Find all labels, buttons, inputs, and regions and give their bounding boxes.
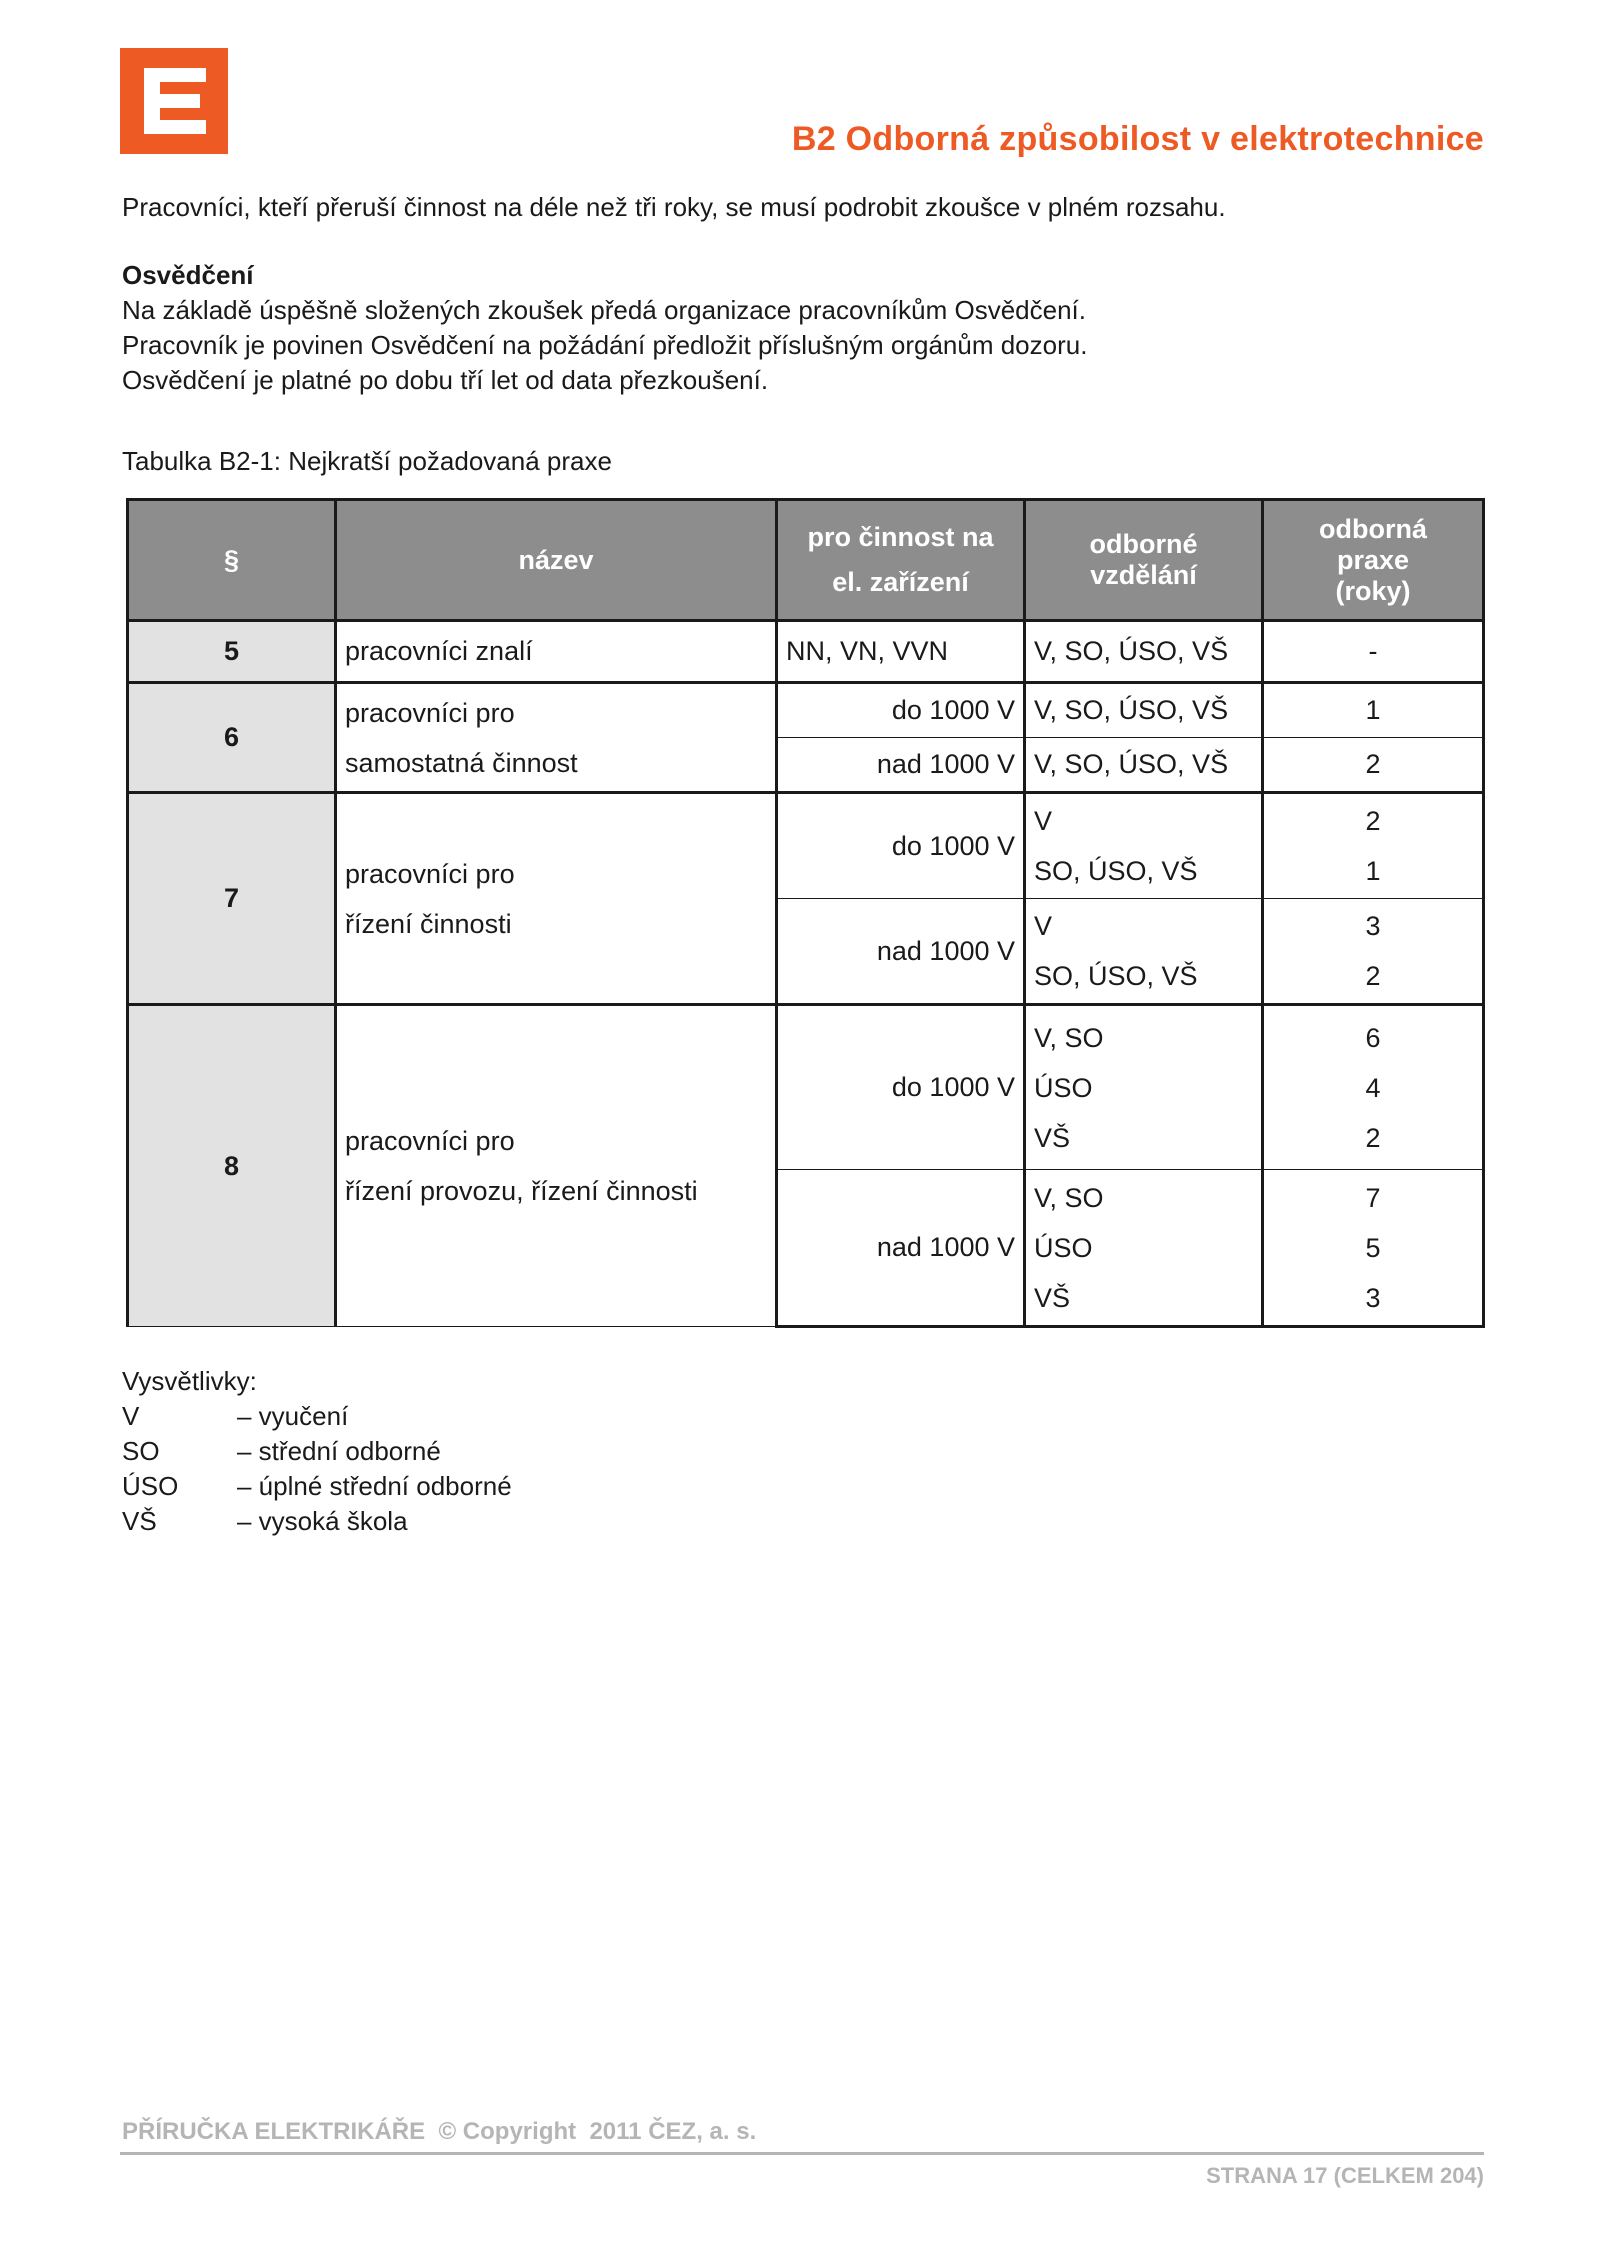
row-education-line: SO, ÚSO, VŠ [1034, 856, 1198, 886]
row-years-line: 4 [1365, 1072, 1381, 1103]
legend-item [122, 1504, 512, 1539]
row-years-line: 1 [1365, 856, 1381, 886]
row-years-line: 6 [1365, 1022, 1381, 1053]
table-header-row [128, 500, 1484, 621]
certificate-line-2: Pracovník je povinen Osvědčení na požádání předložit příslušným orgánům dozoru. [122, 330, 1088, 360]
row-name [336, 793, 777, 1005]
row-section: 7 [128, 793, 336, 1005]
table-caption: Tabulka B2-1: Nejkratší požadovaná praxe [122, 446, 612, 476]
practice-table [126, 498, 1485, 1328]
row-education-line: ÚSO [1034, 1232, 1093, 1263]
row-activity: do 1000 V [777, 793, 1025, 899]
row-section: 8 [128, 1005, 336, 1327]
row-years-line: 3 [1365, 911, 1381, 941]
certificate-heading: Osvědčení [122, 260, 254, 290]
row-name: pracovníci znalí [336, 621, 777, 683]
header-activity-line-1: pro činnost na [807, 522, 994, 552]
row-education [1025, 1005, 1263, 1170]
row-years [1263, 1170, 1484, 1327]
certificate-line-1: Na základě úspěšně složených zkoušek předá organizace pracovníkům Osvědčení. [122, 295, 1086, 325]
row-years-line: 2 [1365, 1122, 1381, 1153]
legend-item [122, 1399, 512, 1434]
legend-desc: – střední odborné [237, 1436, 441, 1466]
row-name [336, 683, 777, 793]
row-years [1263, 899, 1484, 1005]
legend-desc: – vyučení [237, 1401, 349, 1431]
row-activity: nad 1000 V [777, 1170, 1025, 1327]
row-years-line: 2 [1365, 806, 1381, 836]
table-row [128, 621, 1484, 683]
section-title: B2 Odborná způsobilost v elektrotechnice [791, 120, 1484, 158]
legend-abbr: VŠ [122, 1506, 157, 1536]
header-education-line-2: vzdělání [1090, 560, 1197, 590]
row-name-line-2: řízení činnosti [345, 908, 512, 939]
row-name-line-1: pracovníci pro [345, 697, 515, 728]
row-years: 2 [1263, 738, 1484, 793]
header-practice-line-2: praxe [1336, 544, 1410, 575]
header-name: název [336, 500, 777, 621]
row-years-line: 5 [1365, 1232, 1381, 1263]
legend-desc: – úplné střední odborné [237, 1471, 512, 1501]
row-education-line: V [1034, 806, 1053, 836]
intro-paragraph: Pracovníci, kteří přeruší činnost na déle než tři roky, se musí podrobit zkoušce v plném rozsahu. [122, 192, 1226, 222]
legend-title: Vysvětlivky: [122, 1366, 257, 1396]
row-activity: do 1000 V [777, 1005, 1025, 1170]
row-activity: do 1000 V [777, 683, 1025, 738]
header-practice [1263, 500, 1484, 621]
certificate-line-3: Osvědčení je platné po dobu tří let od data přezkoušení. [122, 365, 769, 395]
row-years: 1 [1263, 683, 1484, 738]
row-years [1263, 793, 1484, 899]
row-activity: nad 1000 V [777, 899, 1025, 1005]
row-education-line: V, SO [1034, 1022, 1104, 1053]
legend-abbr: ÚSO [122, 1471, 179, 1501]
row-years-line: 2 [1365, 961, 1381, 991]
row-name-line-1: pracovníci pro [345, 858, 515, 889]
row-name-line-2: řízení provozu, řízení činnosti [345, 1176, 698, 1206]
cez-logo-icon [120, 48, 228, 154]
row-activity: NN, VN, VVN [777, 621, 1025, 683]
row-education-line: ÚSO [1034, 1072, 1093, 1103]
header-education-line-1: odborné [1089, 529, 1198, 559]
row-name-line-2: samostatná činnost [345, 747, 578, 778]
row-education [1025, 899, 1263, 1005]
row-years-line: 3 [1365, 1282, 1381, 1313]
table-row [128, 1005, 1484, 1170]
footer-divider [120, 2152, 1484, 2155]
row-activity: nad 1000 V [777, 738, 1025, 793]
footer-page-number: STRANA 17 (CELKEM 204) [1206, 2163, 1484, 2188]
row-education [1025, 1170, 1263, 1327]
footer-copyright: PŘÍRUČKA ELEKTRIKÁŘE © Copyright 2011 ČEZ, a. s. [122, 2118, 757, 2145]
header-activity-line-2: el. zařízení [832, 567, 969, 597]
header-education [1025, 500, 1263, 621]
header-practice-line-1: odborná [1319, 513, 1427, 544]
row-education-line: V [1034, 911, 1053, 941]
header-practice-line-3: (roky) [1335, 575, 1411, 606]
row-education-line: VŠ [1034, 1282, 1071, 1313]
row-years-line: 7 [1365, 1182, 1381, 1213]
table-row [128, 793, 1484, 899]
row-years: - [1263, 621, 1484, 683]
row-education: V, SO, ÚSO, VŠ [1025, 683, 1263, 738]
legend-abbr: SO [122, 1436, 160, 1466]
legend [122, 1364, 512, 1539]
row-section: 5 [128, 621, 336, 683]
legend-item [122, 1469, 512, 1504]
header-activity [777, 500, 1025, 621]
row-education [1025, 793, 1263, 899]
row-years [1263, 1005, 1484, 1170]
legend-item [122, 1434, 512, 1469]
row-section: 6 [128, 683, 336, 793]
row-name [336, 1005, 777, 1327]
legend-abbr: V [122, 1401, 140, 1431]
header-section: § [128, 500, 336, 621]
legend-desc: – vysoká škola [237, 1506, 408, 1536]
row-education-line: SO, ÚSO, VŠ [1034, 961, 1198, 991]
row-name-line-1: pracovníci pro [345, 1126, 515, 1156]
row-education-line: V, SO [1034, 1182, 1104, 1213]
row-education: V, SO, ÚSO, VŠ [1025, 738, 1263, 793]
row-education-line: VŠ [1034, 1122, 1071, 1153]
row-education: V, SO, ÚSO, VŠ [1025, 621, 1263, 683]
table-row [128, 683, 1484, 738]
